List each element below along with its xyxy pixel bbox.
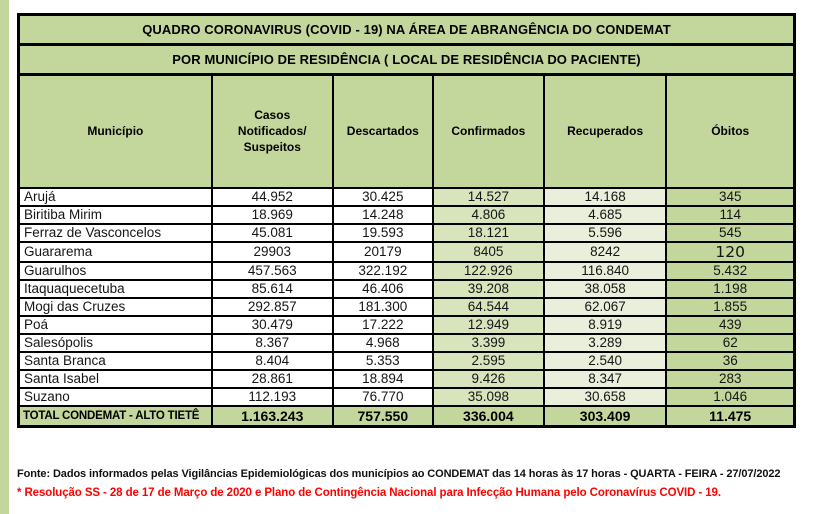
municipality-cell: Santa Isabel <box>19 370 212 388</box>
table-subtitle: POR MUNICÍPIO DE RESIDÊNCIA ( LOCAL DE RESIDÊNCIA DO PACIENTE) <box>17 43 796 76</box>
value-cell: 5.596 <box>544 224 667 242</box>
value-cell: 4.968 <box>333 334 433 352</box>
table-row <box>19 352 795 370</box>
covid-table-body <box>19 75 795 427</box>
value-cell: 1.855 <box>666 298 794 316</box>
value-cell: 292.857 <box>212 298 333 316</box>
value-cell: 19.593 <box>333 224 433 242</box>
source-note: Fonte: Dados informados pelas Vigilâncias Epidemiológicas dos municípios ao CONDEMAT das 14 horas às 17 horas - QUARTA - FEIRA - 27/07/2022 <box>17 468 781 480</box>
value-cell: 14.527 <box>433 188 544 206</box>
table-row <box>19 262 795 280</box>
column-header-confirmados: Confirmados <box>433 75 544 188</box>
value-cell: 8.919 <box>544 316 667 334</box>
municipality-cell: Biritiba Mirim <box>19 206 212 224</box>
column-header-recuperados: Recuperados <box>544 75 667 188</box>
value-cell: 283 <box>666 370 794 388</box>
value-cell: 76.770 <box>333 388 433 406</box>
value-cell: 5.353 <box>333 352 433 370</box>
municipality-cell: Mogi das Cruzes <box>19 298 212 316</box>
municipality-cell: Santa Branca <box>19 352 212 370</box>
value-cell: 29903 <box>212 242 333 262</box>
value-cell: 2.595 <box>433 352 544 370</box>
value-cell: 14.248 <box>333 206 433 224</box>
value-cell: 8405 <box>433 242 544 262</box>
total-label-cell: TOTAL CONDEMAT - ALTO TIETÊ <box>19 406 212 427</box>
value-cell: 4.685 <box>544 206 667 224</box>
table-row <box>19 280 795 298</box>
table-row <box>19 242 795 262</box>
value-cell: 18.969 <box>212 206 333 224</box>
value-cell: 39.208 <box>433 280 544 298</box>
value-cell: 345 <box>666 188 794 206</box>
total-value-cell: 11.475 <box>666 406 794 427</box>
value-cell: 122.926 <box>433 262 544 280</box>
column-header-obitos: Óbitos <box>666 75 794 188</box>
municipality-cell: Ferraz de Vasconcelos <box>19 224 212 242</box>
value-cell: 439 <box>666 316 794 334</box>
page-left-green-stripe <box>0 0 9 514</box>
value-cell: 18.121 <box>433 224 544 242</box>
table-row <box>19 206 795 224</box>
value-cell: 12.949 <box>433 316 544 334</box>
value-cell: 2.540 <box>544 352 667 370</box>
municipality-cell: Suzano <box>19 388 212 406</box>
value-cell: 114 <box>666 206 794 224</box>
value-cell: 64.544 <box>433 298 544 316</box>
value-cell: 1.198 <box>666 280 794 298</box>
table-row <box>19 388 795 406</box>
value-cell: 457.563 <box>212 262 333 280</box>
value-cell: 116.840 <box>544 262 667 280</box>
value-cell: 46.406 <box>333 280 433 298</box>
value-cell: 181.300 <box>333 298 433 316</box>
value-cell: 545 <box>666 224 794 242</box>
value-cell: 35.098 <box>433 388 544 406</box>
municipality-cell: Poá <box>19 316 212 334</box>
total-value-cell: 336.004 <box>433 406 544 427</box>
value-cell: 45.081 <box>212 224 333 242</box>
value-cell: 30.658 <box>544 388 667 406</box>
table-header-row <box>19 75 795 188</box>
table-row <box>19 316 795 334</box>
value-cell: 3.399 <box>433 334 544 352</box>
total-value-cell: 303.409 <box>544 406 667 427</box>
value-cell: 8.367 <box>212 334 333 352</box>
value-cell: 38.058 <box>544 280 667 298</box>
value-cell: 120 <box>666 242 794 262</box>
value-cell: 14.168 <box>544 188 667 206</box>
value-cell: 8.404 <box>212 352 333 370</box>
table-row <box>19 298 795 316</box>
covid-data-table <box>17 73 796 428</box>
value-cell: 30.479 <box>212 316 333 334</box>
resolution-note: * Resolução SS - 28 de 17 de Março de 2020 e Plano de Contingência Nacional para Infecção Humana pelo Coronavírus COVID - 19. <box>17 487 721 499</box>
column-header-descartados: Descartados <box>333 75 433 188</box>
municipality-cell: Arujá <box>19 188 212 206</box>
value-cell: 62.067 <box>544 298 667 316</box>
value-cell: 8.347 <box>544 370 667 388</box>
covid-table-board <box>17 13 796 428</box>
table-total-row <box>19 406 795 427</box>
table-row <box>19 224 795 242</box>
value-cell: 3.289 <box>544 334 667 352</box>
column-header-municipio: Município <box>19 75 212 188</box>
municipality-cell: Itaquaquecetuba <box>19 280 212 298</box>
municipality-cell: Guararema <box>19 242 212 262</box>
column-header-casos-notificados: Casos Notificados/ Suspeitos <box>212 75 333 188</box>
table-row <box>19 188 795 206</box>
footnotes <box>17 468 807 499</box>
total-value-cell: 757.550 <box>333 406 433 427</box>
value-cell: 28.861 <box>212 370 333 388</box>
value-cell: 112.193 <box>212 388 333 406</box>
total-value-cell: 1.163.243 <box>212 406 333 427</box>
table-row <box>19 334 795 352</box>
value-cell: 1.046 <box>666 388 794 406</box>
value-cell: 8242 <box>544 242 667 262</box>
municipality-cell: Guarulhos <box>19 262 212 280</box>
municipality-cell: Salesópolis <box>19 334 212 352</box>
value-cell: 85.614 <box>212 280 333 298</box>
value-cell: 18.894 <box>333 370 433 388</box>
table-title: QUADRO CORONAVIRUS (COVID - 19) NA ÁREA DE ABRANGÊNCIA DO CONDEMAT <box>17 13 796 46</box>
value-cell: 20179 <box>333 242 433 262</box>
value-cell: 44.952 <box>212 188 333 206</box>
value-cell: 17.222 <box>333 316 433 334</box>
value-cell: 36 <box>666 352 794 370</box>
value-cell: 5.432 <box>666 262 794 280</box>
value-cell: 62 <box>666 334 794 352</box>
table-row <box>19 370 795 388</box>
value-cell: 9.426 <box>433 370 544 388</box>
value-cell: 30.425 <box>333 188 433 206</box>
value-cell: 4.806 <box>433 206 544 224</box>
value-cell: 322.192 <box>333 262 433 280</box>
